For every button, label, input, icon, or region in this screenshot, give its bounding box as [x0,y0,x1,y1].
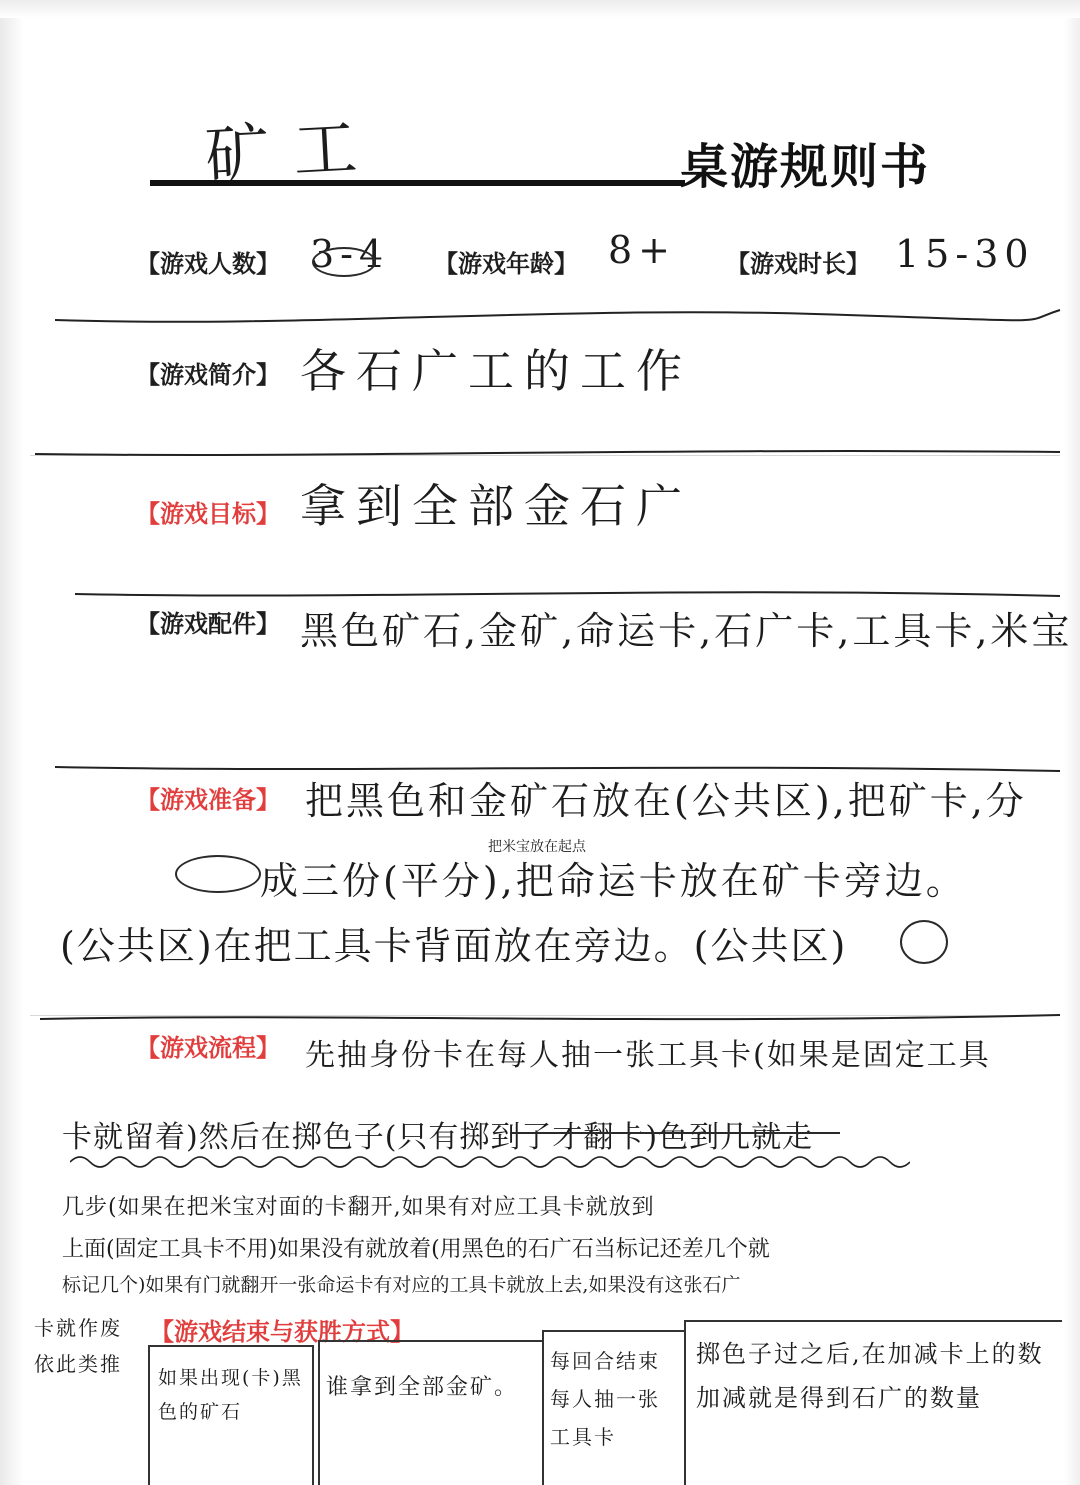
age-label: 【游戏年龄】 [434,250,578,278]
setup-line-3: (公共区)在把工具卡背面放在旁边。(公共区) [60,924,848,968]
game-name-handwritten: 矿工 [203,110,384,194]
goal-label: 【游戏目标】 [136,500,280,528]
end-column-3-text: 每回合结束每人抽一张工具卡 [550,1349,660,1449]
rulebook-title: 桌游规则书 [680,139,931,195]
end-column-3 [542,1330,686,1485]
age-value: 8+ [608,228,677,272]
end-column-2 [318,1340,544,1485]
end-column-1-text: 如果出现(卡)黑色的矿石 [158,1367,303,1423]
duration-label: 【游戏时长】 [726,250,870,278]
flow-line-3: 几步(如果在把米宝对面的卡翻开,如果有对应工具卡就放到 [62,1195,655,1220]
crossed-out-scribble [175,855,261,893]
flow-line-2: 卡就留着)然后在掷色子(只有掷到了才翻卡)色到几就走 [62,1120,814,1155]
flow-line-4: 上面(固定工具卡不用)如果没有就放着(用黑色的石广石当标记还差几个就 [62,1237,770,1262]
end-column-4 [684,1320,1062,1485]
crossed-out-scribble [900,920,948,964]
crossed-out-scribble [312,247,376,277]
flow-line-1: 先抽身份卡在每人抽一张工具卡(如果是固定工具 [305,1038,991,1073]
players-value: 3-4 [310,232,390,276]
scan-shadow-left [0,0,24,1485]
components-text: 黑色矿石,金矿,命运卡,石广卡,工具卡,米宝 [300,609,1073,653]
strikethrough [510,1132,840,1134]
setup-label: 【游戏准备】 [136,786,280,814]
duration-value: 15-30 [895,232,1035,276]
end-column-4-text: 掷色子过之后,在加减卡上的数加减就是得到石广的数量 [696,1340,1044,1412]
setup-line-2: 成三份(平分),把命运卡放在矿卡旁边。 [260,859,967,903]
divider-line [55,300,1065,340]
end-side-note-2: 依此类推 [34,1352,122,1376]
end-side-note-1: 卡就作废 [34,1316,122,1340]
divider-line [35,440,1065,470]
players-label: 【游戏人数】 [136,250,280,278]
scan-shadow-right [1064,0,1080,1485]
flow-label: 【游戏流程】 [136,1034,280,1062]
wavy-underline [70,1152,910,1172]
end-label: 【游戏结束与获胜方式】 [150,1318,414,1346]
intro-label: 【游戏简介】 [136,361,280,389]
flow-line-5: 标记几个)如果有门就翻开一张命运卡有对应的工具卡就放上去,如果没有这张石广 [62,1274,741,1296]
components-label: 【游戏配件】 [136,610,280,638]
end-column-2-text: 谁拿到全部金矿。 [326,1375,519,1400]
goal-text: 拿到全部金石广 [300,479,692,533]
intro-text: 各石广工的工作 [300,344,692,398]
end-column-1 [148,1345,314,1485]
title-underline [150,180,685,186]
setup-insert-note: 把米宝放在起点 [488,839,586,855]
scan-shadow-top [0,0,1080,18]
setup-line-1: 把黑色和金矿石放在(公共区),把矿卡,分 [305,779,1027,823]
